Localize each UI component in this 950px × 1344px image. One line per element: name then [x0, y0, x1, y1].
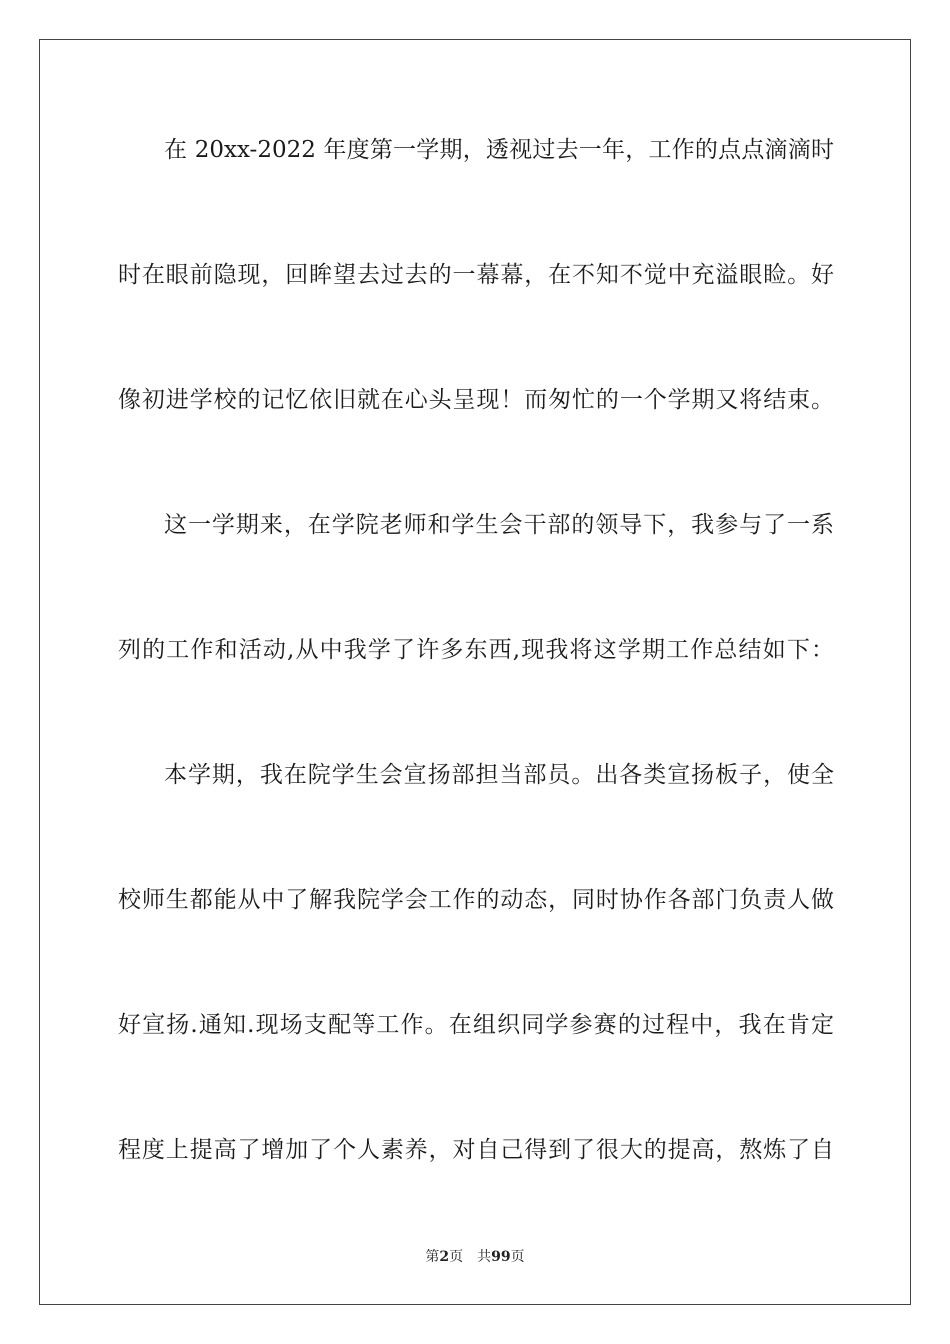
paragraph-3-line-1: 本学期，我在院学生会宣扬部担当部员。出各类宣扬板子，使全	[164, 762, 834, 788]
total-pages: 99	[491, 1249, 511, 1265]
paragraph-1-line-3: 像初进学校的记忆依旧就在心头呈现！而匆忙的一个学期又将结束。	[118, 387, 834, 413]
page-frame	[39, 39, 911, 1305]
paragraph-1-line-1: 在 20xx-2022 年度第一学期，透视过去一年，工作的点点滴滴时	[164, 137, 834, 163]
paragraph-2-line-2: 列的工作和活动,从中我学了许多东西,现我将这学期工作总结如下：	[118, 637, 834, 663]
page-suffix: 页	[449, 1249, 464, 1265]
page-prefix: 第	[425, 1249, 440, 1265]
total-suffix: 页	[510, 1249, 525, 1265]
paragraph-2-line-1: 这一学期来，在学院老师和学生会干部的领导下，我参与了一系	[164, 512, 834, 538]
total-prefix: 共	[477, 1249, 492, 1265]
paragraph-3-line-4: 程度上提高了增加了个人素养，对自己得到了很大的提高，熬炼了自	[118, 1137, 834, 1163]
page-current: 2	[439, 1249, 450, 1265]
paragraph-3-line-3: 好宣扬.通知.现场支配等工作。在组织同学参赛的过程中，我在肯定	[118, 1012, 834, 1038]
page-footer	[0, 1246, 950, 1268]
paragraph-3-line-2: 校师生都能从中了解我院学会工作的动态，同时协作各部门负责人做	[118, 887, 834, 913]
paragraph-1-line-2: 时在眼前隐现，回眸望去过去的一幕幕，在不知不觉中充溢眼睑。好	[118, 262, 834, 288]
